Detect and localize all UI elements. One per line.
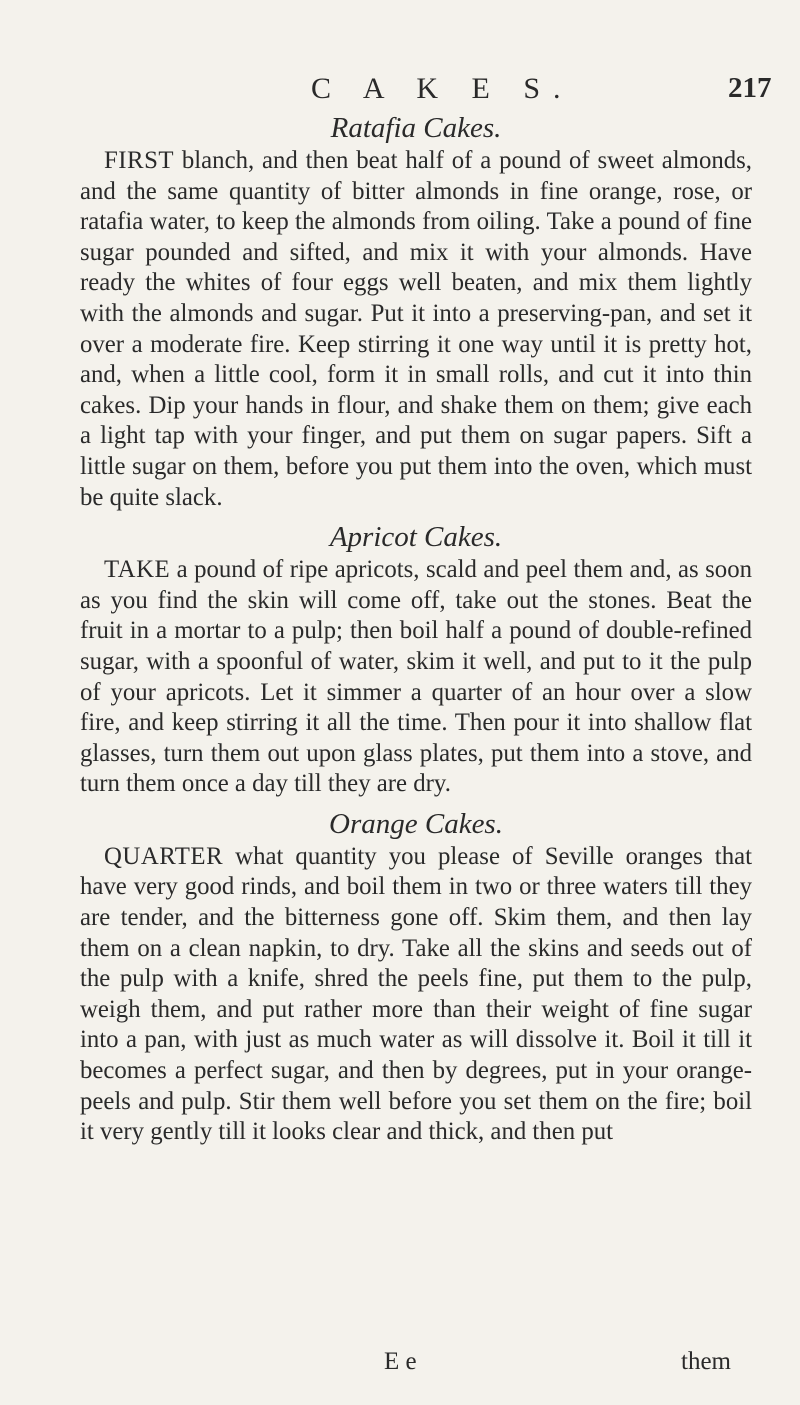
page-body (80, 110, 752, 1154)
recipe-lead-word: TAKE (104, 556, 171, 584)
recipe-text: blanch, and then beat half of a pound of sweet almonds, and the same quantity of bitter almonds in fine orange, rose, or ratafia water, to keep the almonds from oiling. Take a pound of fine sugar pounded and sifted, and mix it with your almonds. Have ready the whites of four eggs well beaten, and mix them lightly with the almonds and sugar. Put it into a preserving-pan, and set it over a moderate fire. Keep stirring it one way until it is pretty hot, and, when a little cool, form it in small rolls, and cut it into thin cakes. Dip your hands in flour, and shake them on them; give each a light tap with your finger, and put them on sugar papers. Sift a little sugar on them, before you put them into the oven, which must be quite slack. (80, 147, 752, 511)
signature-mark: E e (384, 1348, 417, 1375)
recipe-apricot-cakes (80, 519, 752, 800)
recipe-lead-word: QUARTER (104, 842, 224, 870)
recipe-title: Apricot Cakes. (329, 521, 503, 554)
recipe-ratafia-cakes (80, 110, 752, 513)
recipe-title: Ratafia Cakes. (330, 112, 502, 144)
running-head (0, 60, 800, 105)
recipe-title: Orange Cakes. (329, 807, 503, 840)
page-footer (0, 1348, 800, 1382)
recipe-text: a pound of ripe apricots, scald and peel them and, as soon as you find the skin will come off, take out the stones. Beat the fruit in a mortar to a pulp; then boil half a pound of double-refined sugar, with a spoonful of water, skim it well, and put to it the pulp of your apricots. Let it simmer a quarter of an hour over a slow fire, and keep stirring it all the time. Then pour it into shallow flat glasses, turn them out upon glass plates, put them into a stove, and turn them once a day till they are dry. (80, 556, 752, 798)
recipe-paragraph (80, 555, 752, 800)
recipe-lead-word: FIRST (104, 147, 175, 174)
recipe-orange-cakes (80, 806, 752, 1148)
recipe-text: what quantity you please of Seville oranges that have very good rinds, and boil them in two or three waters till they are tender, and the bitterness gone off. Skim them, and then lay them on a clean napkin, to dry. Take all the skins and seeds out of the pulp with a knife, shred the peels fine, put them to the pulp, weigh them, and put rather more than their weight of fine sugar into a pan, with just as much water as will dissolve it. Boil it till it becomes a perfect sugar, and then by degrees, put in your orange-peels and pulp. Stir them well before you set them on the fire; boil it very gently till it looks clear and thick, and then put (80, 842, 752, 1146)
catchword: them (681, 1348, 731, 1375)
recipe-paragraph (80, 842, 752, 1148)
page-number: 217 (728, 72, 772, 104)
recipe-paragraph (80, 146, 752, 513)
running-title: C A K E S. (311, 72, 574, 105)
